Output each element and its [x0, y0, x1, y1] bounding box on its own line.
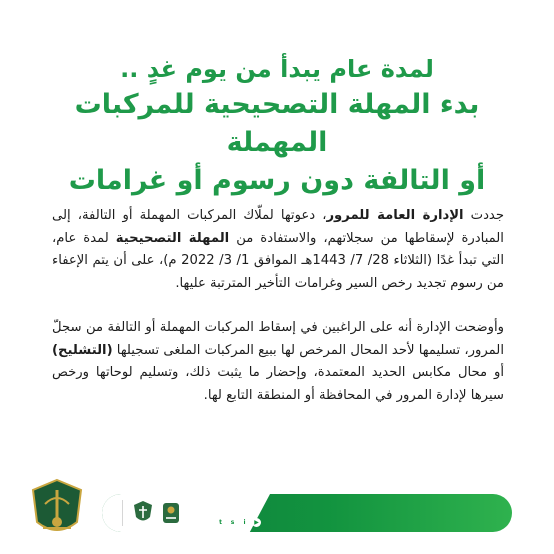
p1-bold-1: الإدارة العامة للمرور [326, 208, 464, 223]
p1-text-2: ، دعوتها لملّاك المركبات المهملة أو التالفة، إلى المبادرة لإسقاطها من سجلاتهم، والاستفادة من [52, 208, 504, 246]
headline-line-2: بدء المهلة التصحيحية للمركبات المهملة [74, 89, 480, 158]
article-body [52, 205, 504, 429]
paragraph-1 [52, 205, 504, 295]
p2-text-1: وأوضحت الإدارة أنه على الراغبين في إسقاط المركبات المهملة أو التالفة من سجلّ المرور، تسليمها لأحد المحال المرخص لها ببيع المركبات الملغى تسجيلها [52, 320, 504, 358]
youtube-icon[interactable]: ▶ [252, 518, 261, 527]
footer [0, 479, 554, 554]
twitter-icon[interactable]: t [216, 518, 225, 527]
p1-text-1: جددت [463, 208, 505, 223]
p1-text-3: لمدة عام، التي تبدأ غدًا (الثلاثاء 28/ 7/ 1443هـ الموافق 1/ 3/ 2022 م)، على أن يتم الإعفاء من رسوم تجديد رخص السير وغرامات التأخير المترتبة عليها. [52, 230, 504, 291]
social-icons [216, 518, 261, 527]
p2-text-2: أو محال مكابس الحديد المعتمدة، وإحضار ما يثبت ذلك، وتسليم لوحاتها ورخص سيرها لإدارة المرور في المحافظة أو المنطقة التابع لها. [52, 365, 504, 403]
paragraph-2 [52, 317, 504, 407]
headline [40, 52, 514, 200]
logo-divider [122, 500, 123, 526]
p2-bold-1: (التشليح) [52, 342, 113, 358]
headline-line-1: لمدة عام يبدأ من يوم غدٍ .. [120, 55, 434, 83]
moroor-logo-icon [160, 500, 182, 526]
p1-bold-2: المهلة التصحيحية [115, 230, 230, 246]
social-handle[interactable]: @eMoroor [216, 507, 259, 516]
emblem-icon [22, 474, 92, 544]
instagram-icon[interactable]: i [240, 518, 249, 527]
moi-logo-icon [132, 500, 154, 526]
snapchat-icon[interactable]: s [228, 518, 237, 527]
headline-line-3: أو التالفة دون رسوم أو غرامات [68, 165, 486, 196]
